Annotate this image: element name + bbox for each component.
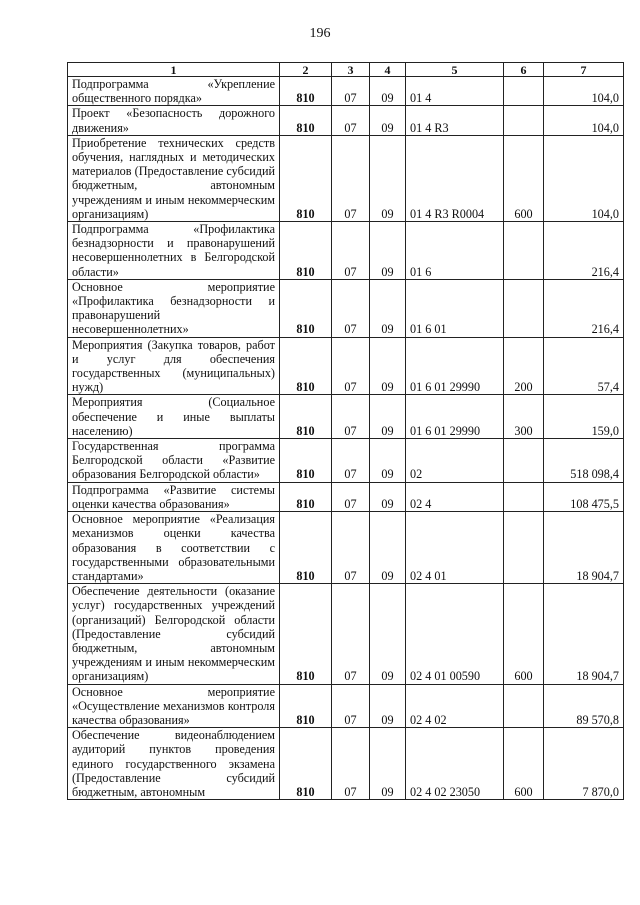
row-target-code: 02 4 01 00590 (406, 584, 504, 684)
row-target-code: 02 4 (406, 482, 504, 511)
row-target-code: 02 4 02 (406, 684, 504, 728)
header-col-1: 1 (68, 63, 280, 77)
row-subsection: 09 (370, 222, 406, 280)
row-grbs: 810 (280, 728, 332, 800)
table-row (68, 482, 624, 511)
table-row (68, 222, 624, 280)
row-grbs: 810 (280, 684, 332, 728)
row-amount: 104,0 (544, 77, 624, 106)
row-section: 07 (332, 512, 370, 584)
row-subsection: 09 (370, 684, 406, 728)
row-section: 07 (332, 337, 370, 395)
row-subsection: 09 (370, 512, 406, 584)
header-col-3: 3 (332, 63, 370, 77)
table-row (68, 106, 624, 135)
row-section: 07 (332, 279, 370, 337)
row-expense-type (504, 439, 544, 483)
row-target-code: 01 4 R3 R0004 (406, 135, 504, 221)
row-subsection: 09 (370, 395, 406, 439)
row-grbs: 810 (280, 337, 332, 395)
row-target-code: 01 6 (406, 222, 504, 280)
row-section: 07 (332, 684, 370, 728)
row-expense-type: 200 (504, 337, 544, 395)
row-name: Основное мероприятие «Профилактика безнадзорности и правонарушений несовершеннолетних» (68, 279, 280, 337)
row-expense-type (504, 512, 544, 584)
row-target-code: 01 6 01 29990 (406, 337, 504, 395)
row-name: Мероприятия (Закупка товаров, работ и услуг для обеспечения государственных (муниципальных) нужд) (68, 337, 280, 395)
row-expense-type (504, 482, 544, 511)
row-grbs: 810 (280, 106, 332, 135)
table-row (68, 684, 624, 728)
row-amount: 57,4 (544, 337, 624, 395)
row-amount: 216,4 (544, 222, 624, 280)
row-name: Основное мероприятие «Осуществление механизмов контроля качества образования» (68, 684, 280, 728)
row-section: 07 (332, 135, 370, 221)
row-expense-type (504, 279, 544, 337)
row-subsection: 09 (370, 135, 406, 221)
row-subsection: 09 (370, 584, 406, 684)
row-amount: 7 870,0 (544, 728, 624, 800)
row-target-code: 01 6 01 (406, 279, 504, 337)
row-expense-type: 600 (504, 728, 544, 800)
table-row (68, 584, 624, 684)
row-name: Подпрограмма «Развитие системы оценки качества образования» (68, 482, 280, 511)
row-expense-type: 600 (504, 135, 544, 221)
row-subsection: 09 (370, 728, 406, 800)
row-grbs: 810 (280, 279, 332, 337)
row-name: Проект «Безопасность дорожного движения» (68, 106, 280, 135)
row-expense-type (504, 77, 544, 106)
table-row (68, 439, 624, 483)
header-col-6: 6 (504, 63, 544, 77)
row-subsection: 09 (370, 106, 406, 135)
row-amount: 104,0 (544, 106, 624, 135)
header-col-2: 2 (280, 63, 332, 77)
row-section: 07 (332, 77, 370, 106)
row-amount: 104,0 (544, 135, 624, 221)
row-section: 07 (332, 222, 370, 280)
row-section: 07 (332, 482, 370, 511)
row-name: Государственная программа Белгородской области «Развитие образования Белгородской области» (68, 439, 280, 483)
row-section: 07 (332, 395, 370, 439)
table-row (68, 512, 624, 584)
row-subsection: 09 (370, 279, 406, 337)
row-target-code: 01 6 01 29990 (406, 395, 504, 439)
row-name: Обеспечение видеонаблюдением аудиторий пунктов проведения единого государственного экзамена (Предоставление субсидий бюджетным, автономным (68, 728, 280, 800)
row-grbs: 810 (280, 395, 332, 439)
row-amount: 108 475,5 (544, 482, 624, 511)
header-col-7: 7 (544, 63, 624, 77)
row-target-code: 02 4 02 23050 (406, 728, 504, 800)
row-name: Подпрограмма «Профилактика безнадзорности и правонарушений несовершеннолетних в Белгородской области» (68, 222, 280, 280)
row-expense-type: 300 (504, 395, 544, 439)
row-grbs: 810 (280, 77, 332, 106)
row-subsection: 09 (370, 439, 406, 483)
row-grbs: 810 (280, 584, 332, 684)
table-row (68, 728, 624, 800)
row-section: 07 (332, 439, 370, 483)
table-row (68, 135, 624, 221)
row-section: 07 (332, 584, 370, 684)
row-name: Подпрограмма «Укрепление общественного порядка» (68, 77, 280, 106)
header-row (68, 63, 624, 77)
table-row (68, 279, 624, 337)
row-grbs: 810 (280, 439, 332, 483)
row-name: Приобретение технических средств обучения, наглядных и методических материалов (Предоставление субсидий бюджетным, автономным учреждениям и иным некоммерческим организациям) (68, 135, 280, 221)
row-amount: 18 904,7 (544, 512, 624, 584)
row-grbs: 810 (280, 512, 332, 584)
row-expense-type (504, 222, 544, 280)
row-target-code: 02 4 01 (406, 512, 504, 584)
row-expense-type (504, 106, 544, 135)
row-section: 07 (332, 728, 370, 800)
row-amount: 89 570,8 (544, 684, 624, 728)
row-amount: 159,0 (544, 395, 624, 439)
row-subsection: 09 (370, 337, 406, 395)
row-grbs: 810 (280, 135, 332, 221)
row-expense-type (504, 684, 544, 728)
row-name: Основное мероприятие «Реализация механизмов оценки качества образования в соответствии с государственными образовательными стандартами» (68, 512, 280, 584)
row-target-code: 01 4 R3 (406, 106, 504, 135)
row-target-code: 01 4 (406, 77, 504, 106)
row-expense-type: 600 (504, 584, 544, 684)
header-col-5: 5 (406, 63, 504, 77)
row-subsection: 09 (370, 77, 406, 106)
row-target-code: 02 (406, 439, 504, 483)
table-row (68, 337, 624, 395)
row-grbs: 810 (280, 222, 332, 280)
budget-table (67, 62, 624, 800)
row-amount: 18 904,7 (544, 584, 624, 684)
header-col-4: 4 (370, 63, 406, 77)
row-name: Мероприятия (Социальное обеспечение и иные выплаты населению) (68, 395, 280, 439)
row-subsection: 09 (370, 482, 406, 511)
row-amount: 518 098,4 (544, 439, 624, 483)
row-section: 07 (332, 106, 370, 135)
page-number: 196 (309, 26, 331, 41)
table-row (68, 77, 624, 106)
row-grbs: 810 (280, 482, 332, 511)
table-row (68, 395, 624, 439)
row-amount: 216,4 (544, 279, 624, 337)
row-name: Обеспечение деятельности (оказание услуг) государственных учреждений (организаций) Белгородской области (Предоставление субсидий бюджетным, автономным учреждениям и иным некоммерческим организациям) (68, 584, 280, 684)
